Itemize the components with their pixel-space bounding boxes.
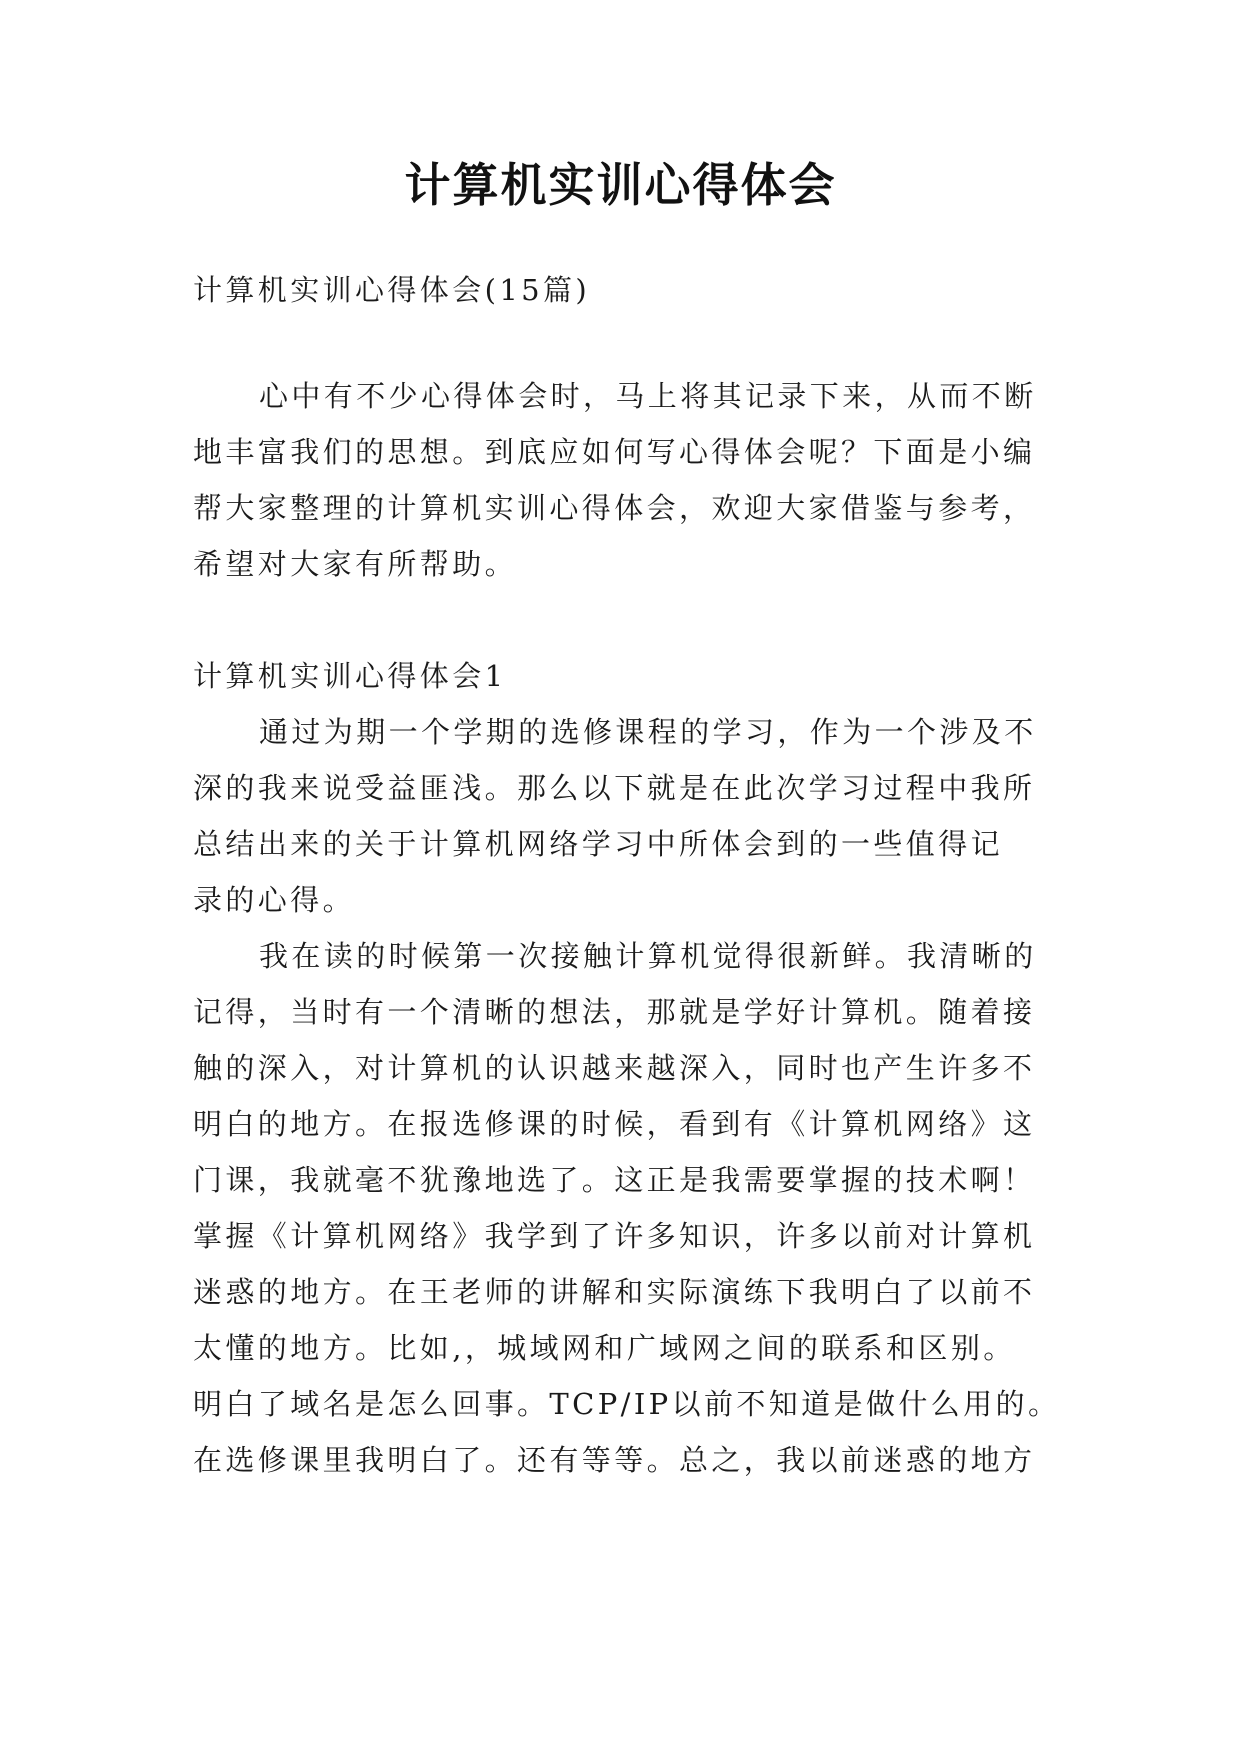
paragraph-line: 录的心得。 — [193, 883, 356, 917]
document-subtitle: 计算机实训心得体会(15篇) — [193, 273, 591, 307]
paragraph-line: 我在读的时候第一次接触计算机觉得很新鲜。我清晰的 — [259, 939, 1037, 973]
paragraph-line: 总结出来的关于计算机网络学习中所体会到的一些值得记 — [193, 827, 1004, 861]
body-paragraph-2 — [193, 928, 1061, 1488]
paragraph-line: 通过为期一个学期的选修课程的学习，作为一个涉及不 — [259, 715, 1037, 749]
paragraph-line: 门课，我就毫不犹豫地选了。这正是我需要掌握的技术啊！ — [193, 1163, 1036, 1197]
body-paragraph-1 — [193, 704, 1055, 928]
intro-line: 希望对大家有所帮助。 — [193, 547, 518, 581]
paragraph-line: 深的我来说受益匪浅。那么以下就是在此次学习过程中我所 — [193, 771, 1036, 805]
paragraph-line: 明白的地方。在报选修课的时候，看到有《计算机网络》这 — [193, 1107, 1036, 1141]
paragraph-line: 记得，当时有一个清晰的想法，那就是学好计算机。随着接 — [193, 995, 1036, 1029]
paragraph-line: 在选修课里我明白了。还有等等。总之，我以前迷惑的地方 — [193, 1443, 1036, 1477]
intro-paragraph — [193, 368, 1055, 592]
paragraph-line: 明白了域名是怎么回事。TCP/IP以前不知道是做什么用的。 — [193, 1387, 1061, 1421]
document-body — [193, 262, 1061, 1488]
document-title: 计算机实训心得体会 — [404, 158, 837, 212]
intro-line: 帮大家整理的计算机实训心得体会，欢迎大家借鉴与参考， — [193, 491, 1036, 525]
paragraph-line: 触的深入，对计算机的认识越来越深入，同时也产生许多不 — [193, 1051, 1036, 1085]
intro-line: 地丰富我们的思想。到底应如何写心得体会呢？下面是小编 — [193, 435, 1036, 469]
section-heading: 计算机实训心得体会1 — [193, 659, 507, 693]
paragraph-line: 迷惑的地方。在王老师的讲解和实际演练下我明白了以前不 — [193, 1275, 1036, 1309]
intro-line: 心中有不少心得体会时，马上将其记录下来，从而不断 — [259, 379, 1037, 413]
paragraph-line: 掌握《计算机网络》我学到了许多知识，许多以前对计算机 — [193, 1219, 1036, 1253]
paragraph-line: 太懂的地方。比如,，城域网和广域网之间的联系和区别。 — [193, 1331, 1016, 1365]
